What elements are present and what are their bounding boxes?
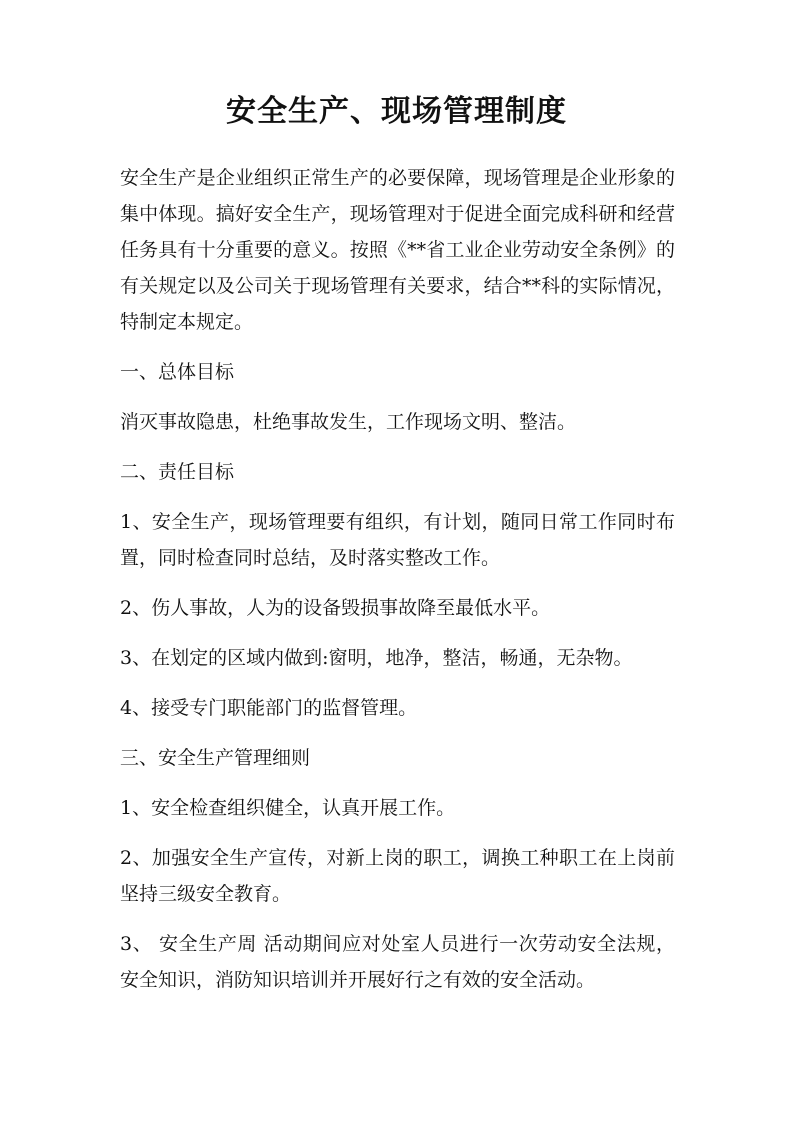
section-heading-responsibility-goal: 二、责任目标 (120, 461, 235, 483)
intro-paragraph: 安全生产是企业组织正常生产的必要保障，现场管理是企业形象的集中体现。搞好安全生产，现场管理对于促进全面完成科研和经营任务具有十分重要的意义。按照《**省工业企业劳动安全条例》的有关规定以及公司关于现场管理有关要求，结合**科的实际情况，特制定本规定。 (120, 167, 675, 333)
section-heading-safety-rules: 三、安全生产管理细则 (120, 747, 311, 769)
responsibility-item-2: 2、伤人事故，人为的设备毁损事故降至最低水平。 (120, 597, 551, 619)
document-title: 安全生产、现场管理制度 (226, 94, 567, 129)
section-heading-overall-goal: 一、总体目标 (120, 361, 235, 383)
document-body (120, 160, 675, 998)
paragraph-overall-goal: 消灭事故隐患，杜绝事故发生，工作现场文明、整洁。 (120, 411, 577, 433)
responsibility-item-4: 4、接受专门职能部门的监督管理。 (120, 697, 418, 719)
safety-rule-item-1: 1、安全检查组织健全，认真开展工作。 (120, 797, 456, 819)
safety-rule-item-3: 3、 安全生产周 活动期间应对处室人员进行一次劳动安全法规，安全知识，消防知识培训并开展好行之有效的安全活动。 (120, 933, 675, 991)
safety-rule-item-2: 2、加强安全生产宣传，对新上岗的职工，调换工种职工在上岗前坚持三级安全教育。 (120, 847, 675, 905)
responsibility-item-1: 1、安全生产，现场管理要有组织，有计划，随同日常工作同时布置，同时检查同时总结，及时落实整改工作。 (120, 511, 675, 569)
responsibility-item-3: 3、在划定的区域内做到:窗明，地净，整洁，畅通，无杂物。 (120, 647, 633, 669)
